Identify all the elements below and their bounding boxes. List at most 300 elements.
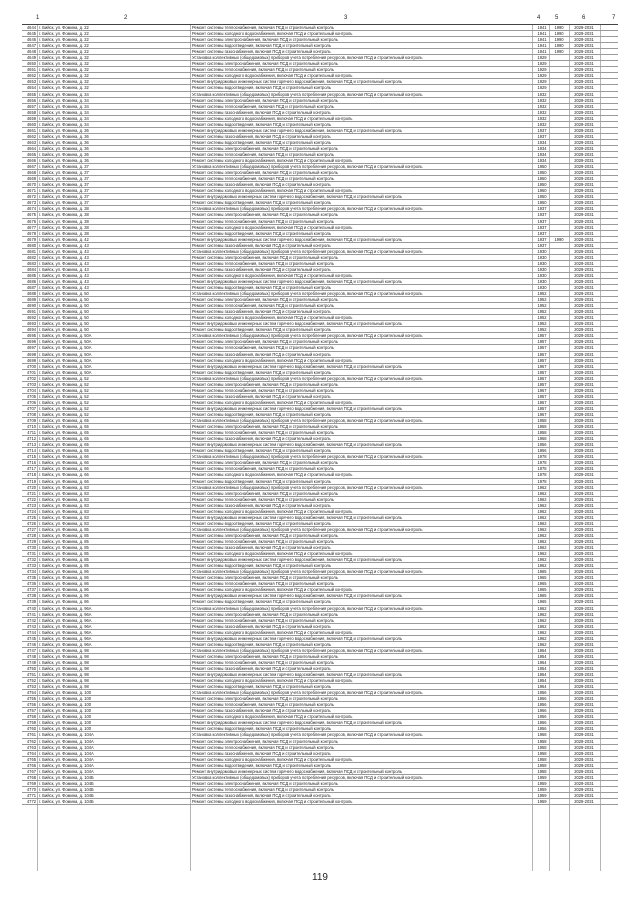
row-build-year: 1929 bbox=[537, 73, 547, 79]
row-number: 4648 bbox=[26, 49, 36, 55]
row-period: 2029-2031 bbox=[574, 672, 594, 678]
row-address: г. Бийск, ул. Фомина, д. 37 bbox=[39, 182, 89, 188]
row-address: г. Бийск, ул. Фомина, д. 86 bbox=[39, 575, 89, 581]
row-address: г. Бийск, ул. Фомина, д. 43 bbox=[39, 254, 89, 260]
row-build-year: 1957 bbox=[537, 351, 547, 357]
row-address: г. Бийск, ул. Фомина, д. 66 bbox=[39, 472, 89, 478]
row-period: 2029-2031 bbox=[574, 575, 594, 581]
row-period: 2029-2031 bbox=[574, 212, 594, 218]
row-work-type: Ремонт системы теплоснабжения, включая ПСД и строительный контроль bbox=[192, 786, 334, 792]
row-period: 2029-2031 bbox=[574, 538, 594, 544]
row-period: 2029-2031 bbox=[574, 230, 594, 236]
row-period: 2029-2031 bbox=[574, 242, 594, 248]
row-number: 4649 bbox=[26, 55, 36, 61]
row-work-type: Ремонт системы холодного водоснабжения, включая ПСД и строительный контроль bbox=[192, 357, 353, 363]
column-number: 7 bbox=[612, 15, 616, 21]
row-period: 2029-2031 bbox=[574, 678, 594, 684]
row-address: г. Бийск, ул. Фомина, д. 96А bbox=[39, 611, 92, 617]
row-work-type: Ремонт системы газоснабжения, включая ПСД и строительный контроль bbox=[192, 623, 331, 629]
row-period: 2029-2031 bbox=[574, 702, 594, 708]
row-build-year: 1962 bbox=[537, 502, 547, 508]
row-build-year: 1929 bbox=[537, 67, 547, 73]
row-period: 2029-2031 bbox=[574, 399, 594, 405]
row-build-year: 1957 bbox=[537, 369, 547, 375]
row-build-year: 1957 bbox=[537, 405, 547, 411]
row-build-year: 1950 bbox=[537, 170, 547, 176]
row-build-year: 1962 bbox=[537, 514, 547, 520]
row-renovation-year: 1990 bbox=[554, 31, 564, 37]
row-period: 2029-2031 bbox=[574, 254, 594, 260]
row-work-type: Установка коллективных (общедомовых) приборов учета потребления ресурсов, включая ПСД и строительный контроль bbox=[192, 55, 423, 61]
row-number: 4726 bbox=[26, 520, 36, 526]
row-number: 4736 bbox=[26, 581, 36, 587]
row-build-year: 1956 bbox=[537, 442, 547, 448]
row-work-type: Ремонт системы газоснабжения, включая ПСД и строительный контроль bbox=[192, 708, 331, 714]
row-work-type: Ремонт системы водоотведения, включая ПСД и строительный контроль bbox=[192, 641, 332, 647]
row-address: г. Бийск, ул. Фомина, д. 22 bbox=[39, 37, 89, 43]
row-number: 4743 bbox=[26, 623, 36, 629]
row-build-year: 1978 bbox=[537, 478, 547, 484]
row-work-type: Ремонт системы водоотведения, включая ПСД и строительный контроль bbox=[192, 230, 332, 236]
row-period: 2029-2031 bbox=[574, 545, 594, 551]
row-number: 4658 bbox=[26, 109, 36, 115]
row-work-type: Ремонт системы водоотведения, включая ПСД и строительный контроль bbox=[192, 726, 332, 732]
row-build-year: 1934 bbox=[537, 151, 547, 157]
row-period: 2029-2031 bbox=[574, 272, 594, 278]
row-period: 2029-2031 bbox=[574, 139, 594, 145]
row-address: г. Бийск, ул. Фомина, д. 66 bbox=[39, 478, 89, 484]
row-build-year: 1941 bbox=[537, 37, 547, 43]
row-work-type: Ремонт внутридомовых инженерных систем горячего водоснабжения, включая ПСД и строительный контроль bbox=[192, 557, 403, 563]
row-address: г. Бийск, ул. Фомина, д. 104А bbox=[39, 738, 94, 744]
row-build-year: 1937 bbox=[537, 224, 547, 230]
row-work-type: Ремонт системы электроснабжения, включая ПСД и строительный контроль bbox=[192, 532, 338, 538]
row-period: 2029-2031 bbox=[574, 629, 594, 635]
row-number: 4730 bbox=[26, 545, 36, 551]
row-period: 2029-2031 bbox=[574, 188, 594, 194]
row-period: 2029-2031 bbox=[574, 563, 594, 569]
row-number: 4691 bbox=[26, 309, 36, 315]
row-number: 4728 bbox=[26, 532, 36, 538]
row-number: 4757 bbox=[26, 708, 36, 714]
row-number: 4722 bbox=[26, 496, 36, 502]
row-renovation-year: 1990 bbox=[554, 37, 564, 43]
row-number: 4760 bbox=[26, 726, 36, 732]
row-number: 4708 bbox=[26, 412, 36, 417]
row-period: 2029-2031 bbox=[574, 345, 594, 351]
row-work-type: Ремонт системы теплоснабжения, включая ПСД и строительный контроль bbox=[192, 387, 334, 393]
row-build-year: 1950 bbox=[537, 200, 547, 206]
row-number: 4712 bbox=[26, 436, 36, 442]
row-work-type: Ремонт системы водоотведения, включая ПСД и строительный контроль bbox=[192, 121, 332, 127]
row-number: 4698 bbox=[26, 351, 36, 357]
row-work-type: Ремонт системы газоснабжения, включая ПСД и строительный контроль bbox=[192, 750, 331, 756]
row-address: г. Бийск, ул. Фомина, д. 83 bbox=[39, 508, 89, 514]
row-period: 2029-2031 bbox=[574, 61, 594, 67]
row-number: 4700 bbox=[26, 363, 36, 369]
row-period: 2029-2031 bbox=[574, 194, 594, 200]
row-number: 4709 bbox=[26, 418, 36, 424]
row-address: г. Бийск, ул. Фомина, д. 65 bbox=[39, 430, 89, 436]
row-address: г. Бийск, ул. Фомина, д. 32 bbox=[39, 61, 89, 67]
row-work-type: Ремонт внутридомовых инженерных систем горячего водоснабжения, включая ПСД и строительный контроль bbox=[192, 514, 403, 520]
row-period: 2029-2031 bbox=[574, 647, 594, 653]
row-period: 2029-2031 bbox=[574, 665, 594, 671]
row-build-year: 1958 bbox=[537, 750, 547, 756]
row-period: 2029-2031 bbox=[574, 55, 594, 61]
row-work-type: Ремонт системы холодного водоснабжения, включая ПСД и строительный контроль bbox=[192, 508, 353, 514]
row-number: 4674 bbox=[26, 206, 36, 212]
row-build-year: 1962 bbox=[537, 563, 547, 569]
row-number: 4707 bbox=[26, 405, 36, 411]
row-number: 4746 bbox=[26, 641, 36, 647]
row-address: г. Бийск, ул. Фомина, д. 22 bbox=[39, 43, 89, 49]
row-build-year: 1958 bbox=[537, 744, 547, 750]
row-build-year: 1965 bbox=[537, 581, 547, 587]
row-period: 2029-2031 bbox=[574, 109, 594, 115]
row-period: 2029-2031 bbox=[574, 97, 594, 103]
row-period: 2029-2031 bbox=[574, 79, 594, 85]
row-work-type: Установка коллективных (общедомовых) приборов учета потребления ресурсов, включая ПСД и строительный контроль bbox=[192, 206, 423, 212]
row-address: г. Бийск, ул. Фомина, д. 50 bbox=[39, 297, 89, 303]
row-build-year: 1934 bbox=[537, 139, 547, 145]
row-period: 2029-2031 bbox=[574, 176, 594, 182]
row-work-type: Ремонт внутридомовых инженерных систем горячего водоснабжения, включая ПСД и строительный контроль bbox=[192, 321, 403, 327]
row-renovation-year: 1990 bbox=[554, 43, 564, 49]
row-period: 2029-2031 bbox=[574, 37, 594, 43]
row-number: 4680 bbox=[26, 242, 36, 248]
row-work-type: Установка коллективных (общедомовых) приборов учета потребления ресурсов, включая ПСД и строительный контроль bbox=[192, 690, 423, 696]
row-work-type: Ремонт системы водоотведения, включая ПСД и строительный контроль bbox=[192, 448, 332, 454]
row-work-type: Ремонт системы водоотведения, включая ПСД и строительный контроль bbox=[192, 599, 332, 605]
row-address: г. Бийск, ул. Фомина, д. 86 bbox=[39, 593, 89, 599]
row-period: 2029-2031 bbox=[574, 720, 594, 726]
row-address: г. Бийск, ул. Фомина, д. 100 bbox=[39, 690, 92, 696]
row-work-type: Ремонт системы теплоснабжения, включая ПСД и строительный контроль bbox=[192, 260, 334, 266]
row-work-type: Ремонт системы электроснабжения, включая ПСД и строительный контроль bbox=[192, 297, 338, 303]
row-period: 2029-2031 bbox=[574, 732, 594, 738]
row-number: 4727 bbox=[26, 526, 36, 532]
row-address: г. Бийск, ул. Фомина, д. 38 bbox=[39, 206, 89, 212]
row-build-year: 1962 bbox=[537, 545, 547, 551]
row-work-type: Ремонт системы холодного водоснабжения, включая ПСД и строительный контроль bbox=[192, 115, 353, 121]
row-work-type: Ремонт системы водоотведения, включая ПСД и строительный контроль bbox=[192, 369, 332, 375]
row-address: г. Бийск, ул. Фомина, д. 65 bbox=[39, 436, 89, 442]
row-period: 2029-2031 bbox=[574, 532, 594, 538]
row-build-year: 1954 bbox=[537, 672, 547, 678]
row-period: 2029-2031 bbox=[574, 581, 594, 587]
row-work-type: Ремонт системы холодного водоснабжения, включая ПСД и строительный контроль bbox=[192, 714, 353, 720]
row-work-type: Установка коллективных (общедомовых) приборов учета потребления ресурсов, включая ПСД и строительный контроль bbox=[192, 647, 423, 653]
row-work-type: Ремонт системы теплоснабжения, включая ПСД и строительный контроль bbox=[192, 496, 334, 502]
row-period: 2029-2031 bbox=[574, 750, 594, 756]
row-number: 4716 bbox=[26, 460, 36, 466]
row-number: 4768 bbox=[26, 774, 36, 780]
row-number: 4723 bbox=[26, 502, 36, 508]
row-address: г. Бийск, ул. Фомина, д. 38 bbox=[39, 230, 89, 236]
row-number: 4711 bbox=[27, 430, 36, 436]
row-work-type: Ремонт системы водоотведения, включая ПСД и строительный контроль bbox=[192, 139, 332, 145]
row-work-type: Ремонт системы электроснабжения, включая ПСД и строительный контроль bbox=[192, 170, 338, 176]
row-period: 2029-2031 bbox=[574, 91, 594, 97]
row-period: 2029-2031 bbox=[574, 599, 594, 605]
row-work-type: Ремонт системы теплоснабжения, включая ПСД и строительный контроль bbox=[192, 67, 334, 73]
row-build-year: 1957 bbox=[537, 399, 547, 405]
row-number: 4744 bbox=[26, 629, 36, 635]
row-number: 4705 bbox=[26, 393, 36, 399]
row-address: г. Бийск, ул. Фомина, д. 52 bbox=[39, 375, 89, 381]
row-number: 4753 bbox=[26, 684, 36, 690]
repair-schedule-table bbox=[22, 24, 618, 805]
row-number: 4679 bbox=[26, 236, 36, 242]
row-period: 2029-2031 bbox=[574, 490, 594, 496]
row-address: г. Бийск, ул. Фомина, д. 38 bbox=[39, 224, 89, 230]
row-build-year: 1978 bbox=[537, 460, 547, 466]
row-build-year: 1956 bbox=[537, 696, 547, 702]
row-work-type: Ремонт системы холодного водоснабжения, включая ПСД и строительный контроль bbox=[192, 73, 353, 79]
row-period: 2029-2031 bbox=[574, 115, 594, 121]
row-number: 4737 bbox=[26, 587, 36, 593]
row-work-type: Ремонт системы электроснабжения, включая ПСД и строительный контроль bbox=[192, 145, 338, 151]
row-number: 4750 bbox=[26, 665, 36, 671]
row-build-year: 1937 bbox=[537, 127, 547, 133]
row-work-type: Установка коллективных (общедомовых) приборов учета потребления ресурсов, включая ПСД и строительный контроль bbox=[192, 164, 423, 170]
row-address: г. Бийск, ул. Фомина, д. 50А bbox=[39, 369, 92, 375]
row-number: 4729 bbox=[26, 538, 36, 544]
row-address: г. Бийск, ул. Фомина, д. 83 bbox=[39, 490, 89, 496]
row-period: 2029-2031 bbox=[574, 182, 594, 188]
row-number: 4756 bbox=[26, 702, 36, 708]
row-number: 4661 bbox=[26, 127, 36, 133]
row-number: 4653 bbox=[26, 79, 36, 85]
row-build-year: 1937 bbox=[537, 206, 547, 212]
row-work-type: Ремонт системы газоснабжения, включая ПСД и строительный контроль bbox=[192, 792, 331, 798]
row-period: 2029-2031 bbox=[574, 418, 594, 424]
row-period: 2029-2031 bbox=[574, 31, 594, 37]
row-build-year: 1941 bbox=[537, 25, 547, 30]
row-address: г. Бийск, ул. Фомина, д. 34 bbox=[39, 109, 89, 115]
row-build-year: 1937 bbox=[537, 133, 547, 139]
row-period: 2029-2031 bbox=[574, 25, 594, 30]
row-build-year: 1954 bbox=[537, 653, 547, 659]
row-period: 2029-2031 bbox=[574, 659, 594, 665]
row-address: г. Бийск, ул. Фомина, д. 98 bbox=[39, 672, 89, 678]
row-number: 4677 bbox=[26, 224, 36, 230]
row-work-type: Ремонт системы водоотведения, включая ПСД и строительный контроль bbox=[192, 412, 332, 417]
row-address: г. Бийск, ул. Фомина, д. 37 bbox=[39, 194, 89, 200]
row-number: 4704 bbox=[26, 387, 36, 393]
row-period: 2029-2031 bbox=[574, 762, 594, 768]
row-number: 4720 bbox=[26, 484, 36, 490]
row-build-year: 1958 bbox=[537, 768, 547, 774]
row-address: г. Бийск, ул. Фомина, д. 98 bbox=[39, 653, 89, 659]
row-period: 2029-2031 bbox=[574, 85, 594, 91]
row-period: 2029-2031 bbox=[574, 412, 594, 417]
row-work-type: Ремонт системы холодного водоснабжения, включая ПСД и строительный контроль bbox=[192, 272, 353, 278]
row-work-type: Установка коллективных (общедомовых) приборов учета потребления ресурсов, включая ПСД и строительный контроль bbox=[192, 454, 423, 460]
row-work-type: Ремонт системы электроснабжения, включая ПСД и строительный контроль bbox=[192, 97, 338, 103]
row-period: 2029-2031 bbox=[574, 792, 594, 798]
row-period: 2029-2031 bbox=[574, 321, 594, 327]
row-work-type: Ремонт системы водоотведения, включая ПСД и строительный контроль bbox=[192, 43, 332, 49]
row-number: 4769 bbox=[26, 780, 36, 786]
row-number: 4721 bbox=[26, 490, 36, 496]
row-address: г. Бийск, ул. Фомина, д. 85 bbox=[39, 532, 89, 538]
row-build-year: 1957 bbox=[537, 333, 547, 339]
row-build-year: 1958 bbox=[537, 738, 547, 744]
row-address: г. Бийск, ул. Фомина, д. 98 bbox=[39, 684, 89, 690]
row-build-year: 1952 bbox=[537, 303, 547, 309]
row-period: 2029-2031 bbox=[574, 369, 594, 375]
row-build-year: 1965 bbox=[537, 587, 547, 593]
row-build-year: 1956 bbox=[537, 714, 547, 720]
row-build-year: 1937 bbox=[537, 236, 547, 242]
row-work-type: Ремонт системы газоснабжения, включая ПСД и строительный контроль bbox=[192, 436, 331, 442]
row-address: г. Бийск, ул. Фомина, д. 50 bbox=[39, 303, 89, 309]
row-period: 2029-2031 bbox=[574, 291, 594, 297]
row-work-type: Ремонт системы теплоснабжения, включая ПСД и строительный контроль bbox=[192, 25, 334, 30]
row-period: 2029-2031 bbox=[574, 387, 594, 393]
row-period: 2029-2031 bbox=[574, 260, 594, 266]
row-period: 2029-2031 bbox=[574, 611, 594, 617]
row-period: 2029-2031 bbox=[574, 484, 594, 490]
row-address: г. Бийск, ул. Фомина, д. 43 bbox=[39, 272, 89, 278]
row-address: г. Бийск, ул. Фомина, д. 50 bbox=[39, 315, 89, 321]
row-period: 2029-2031 bbox=[574, 127, 594, 133]
row-address: г. Бийск, ул. Фомина, д. 100 bbox=[39, 720, 92, 726]
row-build-year: 1930 bbox=[537, 260, 547, 266]
row-renovation-year: 1990 bbox=[554, 236, 564, 242]
row-number: 4702 bbox=[26, 375, 36, 381]
row-build-year: 1965 bbox=[537, 599, 547, 605]
row-number: 4671 bbox=[26, 188, 36, 194]
row-number: 4703 bbox=[26, 381, 36, 387]
row-period: 2029-2031 bbox=[574, 164, 594, 170]
row-work-type: Ремонт системы электроснабжения, включая ПСД и строительный контроль bbox=[192, 381, 338, 387]
row-address: г. Бийск, ул. Фомина, д. 104А bbox=[39, 744, 94, 750]
row-work-type: Установка коллективных (общедомовых) приборов учета потребления ресурсов, включая ПСД и строительный контроль bbox=[192, 418, 423, 424]
row-work-type: Ремонт системы холодного водоснабжения, включая ПСД и строительный контроль bbox=[192, 188, 353, 194]
row-address: г. Бийск, ул. Фомина, д. 43 bbox=[39, 242, 89, 248]
row-number: 4762 bbox=[26, 738, 36, 744]
row-period: 2029-2031 bbox=[574, 514, 594, 520]
column-number-header bbox=[22, 14, 618, 24]
row-work-type: Ремонт системы газоснабжения, включая ПСД и строительный контроль bbox=[192, 545, 331, 551]
row-number: 4681 bbox=[26, 248, 36, 254]
row-build-year: 1929 bbox=[537, 61, 547, 67]
row-address: г. Бийск, ул. Фомина, д. 50А bbox=[39, 351, 92, 357]
row-work-type: Ремонт системы водоотведения, включая ПСД и строительный контроль bbox=[192, 327, 332, 333]
row-address: г. Бийск, ул. Фомина, д. 66 bbox=[39, 454, 89, 460]
row-work-type: Ремонт внутридомовых инженерных систем горячего водоснабжения, включая ПСД и строительный контроль bbox=[192, 127, 403, 133]
row-build-year: 1956 bbox=[537, 708, 547, 714]
row-address: г. Бийск, ул. Фомина, д. 104А bbox=[39, 768, 94, 774]
row-build-year: 1930 bbox=[537, 278, 547, 284]
row-work-type: Установка коллективных (общедомовых) приборов учета потребления ресурсов, включая ПСД и строительный контроль bbox=[192, 375, 423, 381]
row-work-type: Ремонт системы газоснабжения, включая ПСД и строительный контроль bbox=[192, 242, 331, 248]
row-period: 2029-2031 bbox=[574, 351, 594, 357]
row-address: г. Бийск, ул. Фомина, д. 36 bbox=[39, 127, 89, 133]
row-build-year: 1978 bbox=[537, 454, 547, 460]
row-work-type: Ремонт системы теплоснабжения, включая ПСД и строительный контроль bbox=[192, 466, 334, 472]
row-build-year: 1954 bbox=[537, 684, 547, 690]
row-number: 4755 bbox=[26, 696, 36, 702]
row-address: г. Бийск, ул. Фомина, д. 34 bbox=[39, 121, 89, 127]
row-work-type: Ремонт системы электроснабжения, включая ПСД и строительный контроль bbox=[192, 460, 338, 466]
row-period: 2029-2031 bbox=[574, 496, 594, 502]
row-build-year: 1962 bbox=[537, 508, 547, 514]
column-number: 5 bbox=[555, 15, 559, 21]
row-period: 2029-2031 bbox=[574, 121, 594, 127]
row-work-type: Ремонт системы холодного водоснабжения, включая ПСД и строительный контроль bbox=[192, 315, 353, 321]
row-build-year: 1959 bbox=[537, 780, 547, 786]
row-build-year: 1929 bbox=[537, 85, 547, 91]
row-address: г. Бийск, ул. Фомина, д. 52 bbox=[39, 393, 89, 399]
row-build-year: 1962 bbox=[537, 629, 547, 635]
row-work-type: Ремонт системы электроснабжения, включая ПСД и строительный контроль bbox=[192, 696, 338, 702]
row-number: 4669 bbox=[26, 176, 36, 182]
row-address: г. Бийск, ул. Фомина, д. 86 bbox=[39, 569, 89, 575]
row-number: 4719 bbox=[26, 478, 36, 484]
row-work-type: Ремонт системы холодного водоснабжения, включая ПСД и строительный контроль bbox=[192, 678, 353, 684]
row-build-year: 1950 bbox=[537, 182, 547, 188]
row-number: 4771 bbox=[26, 792, 36, 798]
row-work-type: Ремонт системы теплоснабжения, включая ПСД и строительный контроль bbox=[192, 538, 334, 544]
row-number: 4766 bbox=[26, 762, 36, 768]
row-number: 4651 bbox=[26, 67, 36, 73]
row-period: 2029-2031 bbox=[574, 744, 594, 750]
row-address: г. Бийск, ул. Фомина, д. 50 bbox=[39, 327, 89, 333]
column-number: 4 bbox=[537, 15, 541, 21]
row-work-type: Установка коллективных (общедомовых) приборов учета потребления ресурсов, включая ПСД и строительный контроль bbox=[192, 605, 423, 611]
row-address: г. Бийск, ул. Фомина, д. 43 bbox=[39, 248, 89, 254]
row-period: 2029-2031 bbox=[574, 653, 594, 659]
row-build-year: 1952 bbox=[537, 309, 547, 315]
column-number: 3 bbox=[344, 15, 348, 21]
row-build-year: 1965 bbox=[537, 593, 547, 599]
row-period: 2029-2031 bbox=[574, 357, 594, 363]
row-period: 2029-2031 bbox=[574, 520, 594, 526]
row-number: 4754 bbox=[26, 690, 36, 696]
row-address: г. Бийск, ул. Фомина, д. 34 bbox=[39, 97, 89, 103]
row-address: г. Бийск, ул. Фомина, д. 98 bbox=[39, 647, 89, 653]
row-period: 2029-2031 bbox=[574, 49, 594, 55]
row-address: г. Бийск, ул. Фомина, д. 85 bbox=[39, 545, 89, 551]
row-build-year: 1962 bbox=[537, 496, 547, 502]
row-build-year: 1930 bbox=[537, 285, 547, 291]
row-address: г. Бийск, ул. Фомина, д. 104Б bbox=[39, 786, 94, 792]
row-work-type: Ремонт системы теплоснабжения, включая ПСД и строительный контроль bbox=[192, 218, 334, 224]
row-number: 4764 bbox=[26, 750, 36, 756]
row-period: 2029-2031 bbox=[574, 768, 594, 774]
row-address: г. Бийск, ул. Фомина, д. 104Б bbox=[39, 792, 94, 798]
row-period: 2029-2031 bbox=[574, 405, 594, 411]
row-period: 2029-2031 bbox=[574, 266, 594, 272]
row-period: 2029-2031 bbox=[574, 218, 594, 224]
row-address: г. Бийск, ул. Фомина, д. 98 bbox=[39, 665, 89, 671]
row-work-type: Ремонт внутридомовых инженерных систем горячего водоснабжения, включая ПСД и строительный контроль bbox=[192, 278, 403, 284]
row-number: 4713 bbox=[26, 442, 36, 448]
row-period: 2029-2031 bbox=[574, 714, 594, 720]
row-address: г. Бийск, ул. Фомина, д. 96А bbox=[39, 623, 92, 629]
row-number: 4673 bbox=[26, 200, 36, 206]
row-address: г. Бийск, ул. Фомина, д. 96А bbox=[39, 605, 92, 611]
row-number: 4706 bbox=[26, 399, 36, 405]
row-address: г. Бийск, ул. Фомина, д. 43 bbox=[39, 260, 89, 266]
row-work-type: Установка коллективных (общедомовых) приборов учета потребления ресурсов, включая ПСД и строительный контроль bbox=[192, 484, 423, 490]
row-work-type: Ремонт системы холодного водоснабжения, включая ПСД и строительный контроль bbox=[192, 629, 353, 635]
row-address: г. Бийск, ул. Фомина, д. 86 bbox=[39, 587, 89, 593]
